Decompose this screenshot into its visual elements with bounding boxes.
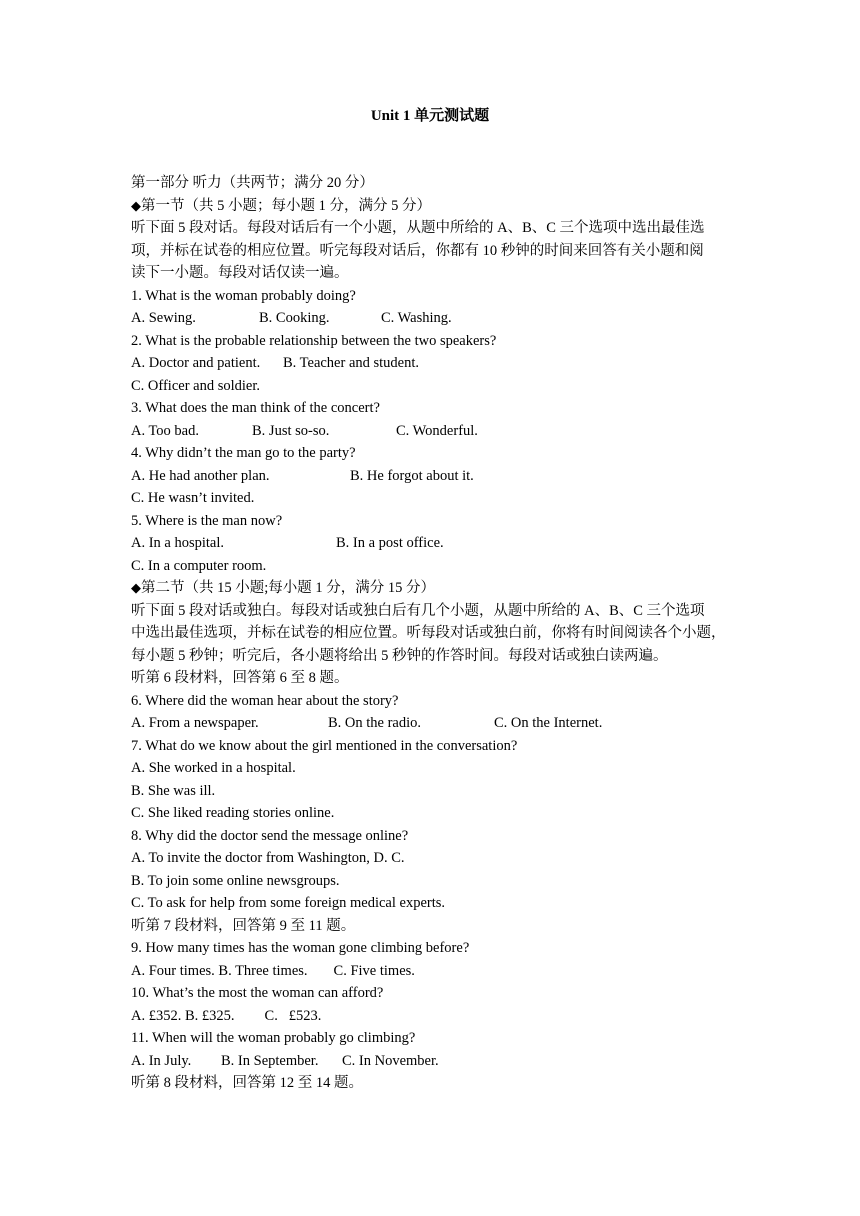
- option-b: B. In September.: [221, 1052, 319, 1069]
- option-a: A. Doctor and patient.: [131, 355, 261, 371]
- listening-part: [131, 172, 731, 1095]
- option-a: A. £352.: [131, 1007, 182, 1024]
- option-a: A. From a newspaper.: [131, 715, 259, 731]
- options-row: [131, 352, 731, 375]
- question-stem: 8. Why did the doctor send the message online?: [131, 827, 409, 844]
- option-b: B. Just so-so.: [252, 422, 330, 439]
- section2-heading-text: 第二节（共 15 小题;每小题 1 分，满分 15 分）: [141, 580, 436, 596]
- section1-heading-text: 第一节（共 5 小题；每小题 1 分，满分 5 分）: [141, 197, 431, 214]
- question-stem: 5. Where is the man now?: [131, 512, 283, 529]
- option-a: A. She worked in a hospital.: [131, 760, 296, 776]
- option-a: A. To invite the doctor from Washington, D. C.: [131, 850, 405, 866]
- question-stem: 1. What is the woman probably doing?: [131, 287, 356, 304]
- question-stem: 6. Where did the woman hear about the story?: [131, 692, 399, 709]
- section2-instructions-line: 听下面 5 段对话或独白。每段对话或独白后有几个小题，从题中所给的 A、B、C 三个选项: [131, 602, 705, 619]
- options-row: [131, 532, 731, 555]
- part-heading: 第一部分 听力（共两节；满分 20 分）: [131, 175, 374, 191]
- option-c: C. In November.: [342, 1052, 439, 1069]
- option-a: A. Four times.: [131, 962, 215, 979]
- option-c: C. Washing.: [381, 310, 452, 326]
- option-a: A. In July.: [131, 1052, 192, 1069]
- material-heading: 听第 6 段材料，回答第 6 至 8 题。: [131, 670, 349, 686]
- question-stem: 10. What’s the most the woman can afford?: [131, 985, 384, 1001]
- option-a: A. Sewing.: [131, 310, 196, 326]
- option-c: C. Officer and soldier.: [131, 377, 260, 394]
- option-c: C. In a computer room.: [131, 557, 267, 574]
- question-stem: 4. Why didn’t the man go to the party?: [131, 445, 356, 461]
- section2-heading: [131, 577, 731, 600]
- option-c: C. £523.: [264, 1007, 322, 1024]
- document-title: Unit 1 单元测试题: [370, 108, 490, 124]
- option-c: C. He wasn’t invited.: [131, 490, 255, 506]
- material-heading: 听第 8 段材料，回答第 12 至 14 题。: [131, 1075, 363, 1091]
- question-stem: 3. What does the man think of the concert?: [131, 400, 380, 416]
- option-a: A. In a hospital.: [131, 535, 225, 551]
- options-row: [131, 960, 731, 983]
- question-stem: 7. What do we know about the girl mentioned in the conversation?: [131, 737, 518, 754]
- option-c: C. Five times.: [333, 962, 415, 979]
- diamond-icon: ◆: [131, 580, 141, 595]
- option-a: A. Too bad.: [131, 422, 199, 439]
- option-c: C. Wonderful.: [396, 422, 478, 439]
- options-row: [131, 420, 731, 443]
- option-b: B. To join some online newsgroups.: [131, 872, 340, 889]
- section1-instructions-line: 读下一小题。每段对话仅读一遍。: [131, 265, 349, 281]
- option-c: C. She liked reading stories online.: [131, 805, 335, 821]
- question-stem: 2. What is the probable relationship between the two speakers?: [131, 332, 497, 349]
- option-c: C. To ask for help from some foreign medical experts.: [131, 895, 446, 911]
- option-c: C. On the Internet.: [494, 715, 603, 731]
- material-heading: 听第 7 段材料，回答第 9 至 11 题。: [131, 917, 356, 934]
- options-row: [131, 1050, 731, 1073]
- option-b: B. She was ill.: [131, 782, 216, 799]
- question-stem: 11. When will the woman probably go climbing?: [131, 1030, 416, 1046]
- section1-instructions-line: 项，并标在试卷的相应位置。听完每段对话后，你都有 10 秒钟的时间来回答有关小题和阅: [131, 242, 704, 259]
- option-b: B. Three times.: [218, 962, 308, 979]
- option-a: A. He had another plan.: [131, 467, 270, 484]
- option-b: B. Cooking.: [259, 310, 330, 326]
- option-b: B. In a post office.: [336, 535, 444, 551]
- question-stem: 9. How many times has the woman gone climbing before?: [131, 940, 470, 956]
- section1-instructions-line: 听下面 5 段对话。每段对话后有一个小题，从题中所给的 A、B、C 三个选项中选出最佳选: [131, 220, 705, 236]
- section2-instructions-line: 中选出最佳选项，并标在试卷的相应位置。听每段对话或独白前，你将有时间阅读各个小题，: [131, 625, 726, 641]
- option-b: B. He forgot about it.: [350, 467, 474, 484]
- options-row: [131, 1005, 731, 1028]
- option-b: B. On the radio.: [328, 715, 422, 731]
- options-row: [131, 465, 731, 488]
- option-b: B. Teacher and student.: [283, 355, 420, 371]
- options-row: [131, 712, 731, 735]
- option-b: B. £325.: [184, 1007, 235, 1024]
- section2-instructions-line: 每小题 5 秒钟；听完后，各小题将给出 5 秒钟的作答时间。每段对话或独白读两遍。: [131, 647, 668, 664]
- section1-heading: [131, 195, 731, 218]
- diamond-icon: ◆: [131, 197, 141, 213]
- options-row: [131, 307, 731, 330]
